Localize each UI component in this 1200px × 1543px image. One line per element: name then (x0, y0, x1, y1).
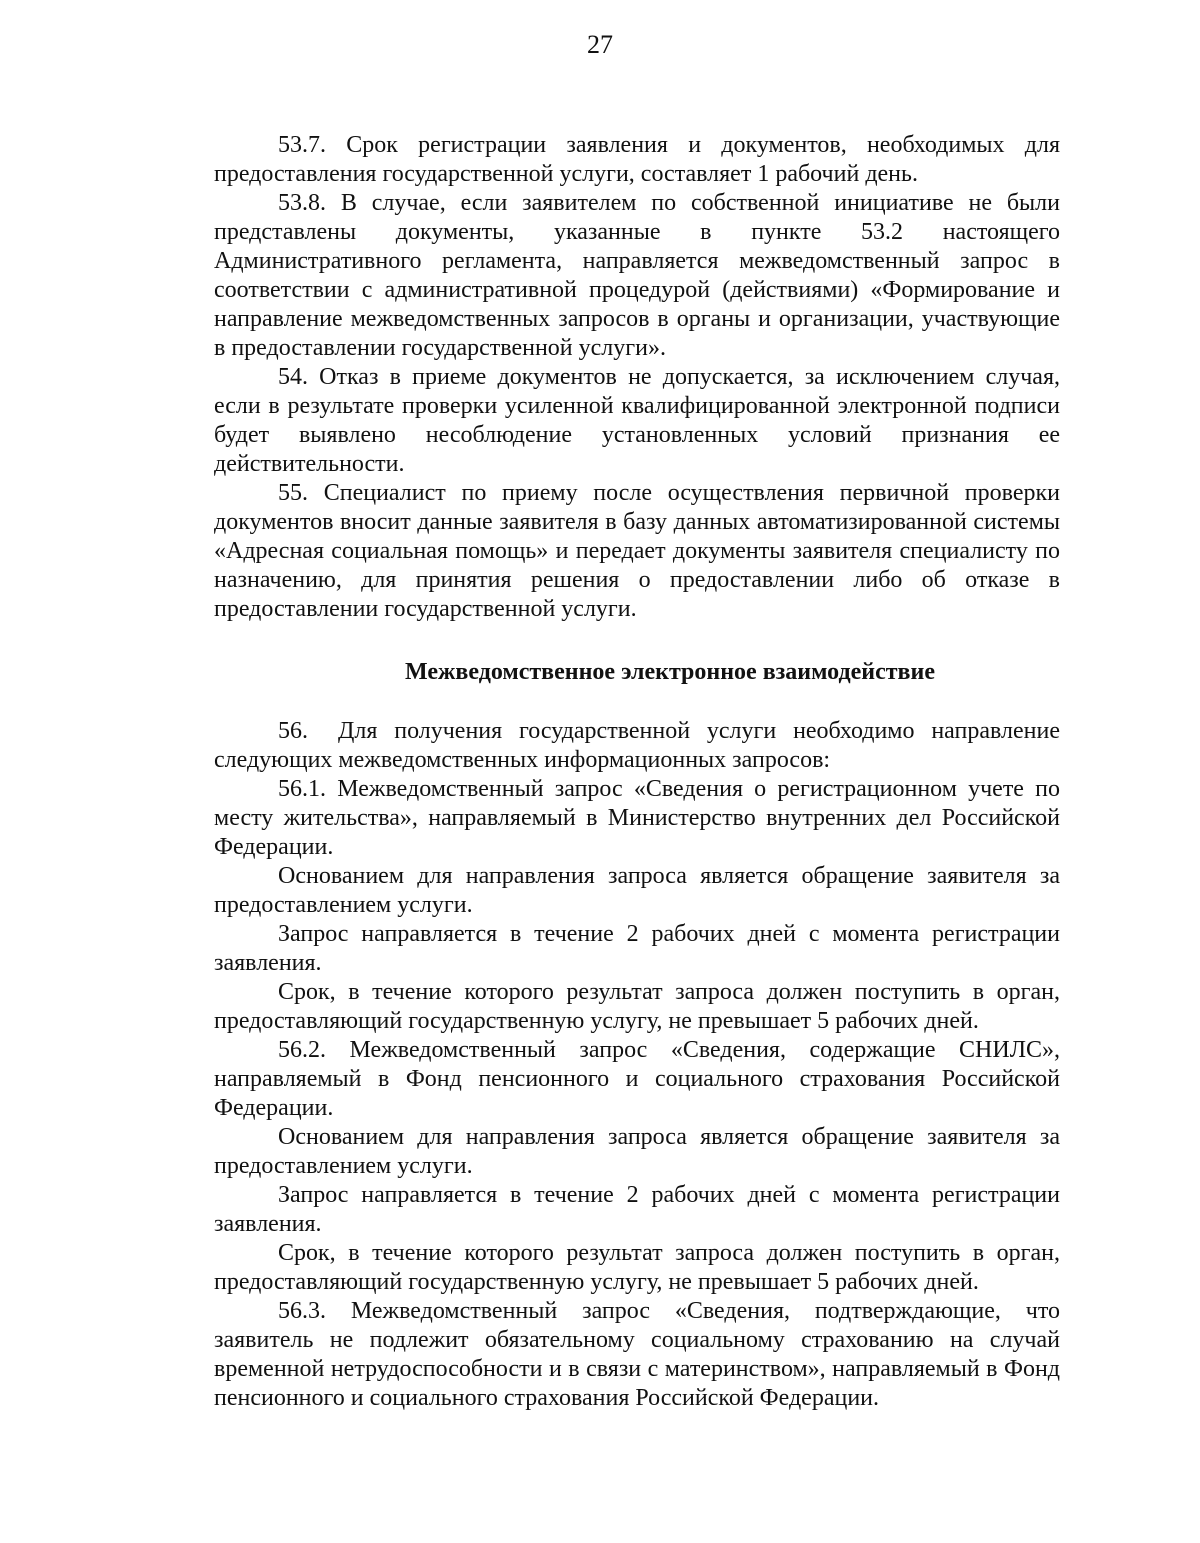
page-number: 27 (587, 30, 613, 59)
paragraph-56-1-basis: Основанием для направления запроса является обращение заявителя за предоставлением услуги. (214, 863, 1060, 918)
paragraph-56-1: 56.1. Межведомственный запрос «Сведения о регистрационном учете по месту жительства», направляемый в Министерство внутренних дел Российской Федерации. (214, 776, 1060, 860)
paragraph-56-number: 56. (278, 718, 308, 744)
paragraph-56-1-deadline: Срок, в течение которого результат запроса должен поступить в орган, предоставляющий государственную услугу, не превышает 5 рабочих дней. (214, 979, 1060, 1034)
paragraph-54: 54. Отказ в приеме документов не допускается, за исключением случая, если в результате проверки усиленной квалифицированной электронной подписи будет выявлено несоблюдение установленных условий признания ее действительности. (214, 364, 1060, 477)
paragraph-56 (214, 717, 1060, 775)
section-1 (214, 131, 1060, 624)
paragraph-56-2: 56.2. Межведомственный запрос «Сведения, содержащие СНИЛС», направляемый в Фонд пенсионного и социального страхования Российской Федерации. (214, 1037, 1060, 1121)
paragraph-53-8: 53.8. В случае, если заявителем по собственной инициативе не были представлены документы, указанные в пункте 53.2 настоящего Административного регламента, направляется межведомственный запрос в соответствии с административной процедурой (действиями) «Формирование и направление межведомственных запросов в органы и организации, участвующие в предоставлении государственной услуги». (214, 190, 1060, 361)
section-2 (214, 717, 1060, 1413)
section-heading: Межведомственное электронное взаимодействие (405, 659, 935, 685)
paragraph-56-2-deadline: Срок, в течение которого результат запроса должен поступить в орган, предоставляющий государственную услугу, не превышает 5 рабочих дней. (214, 1240, 1060, 1295)
paragraph-56-2-basis: Основанием для направления запроса является обращение заявителя за предоставлением услуги. (214, 1124, 1060, 1179)
paragraph-56-3: 56.3. Межведомственный запрос «Сведения, подтверждающие, что заявитель не подлежит обязательному социальному страхованию на случай временной нетрудоспособности и в связи с материнством», направляемый в Фонд пенсионного и социального страхования Российской Федерации. (214, 1298, 1060, 1411)
paragraph-56-text: Для получения государственной услуги необходимо направление следующих межведомственных информационных запросов: (214, 718, 1060, 773)
heading-block (214, 658, 1126, 687)
paragraph-56-2-timing: Запрос направляется в течение 2 рабочих дней с момента регистрации заявления. (214, 1182, 1060, 1237)
paragraph-55: 55. Специалист по приему после осуществления первичной проверки документов вносит данные заявителя в базу данных автоматизированной системы «Адресная социальная помощь» и передает документы заявителя специалисту по назначению, для принятия решения о предоставлении либо об отказе в предоставлении государственной услуги. (214, 480, 1060, 622)
paragraph-56-1-timing: Запрос направляется в течение 2 рабочих дней с момента регистрации заявления. (214, 921, 1060, 976)
paragraph-53-7: 53.7. Срок регистрации заявления и документов, необходимых для предоставления государственной услуги, составляет 1 рабочий день. (214, 132, 1060, 187)
